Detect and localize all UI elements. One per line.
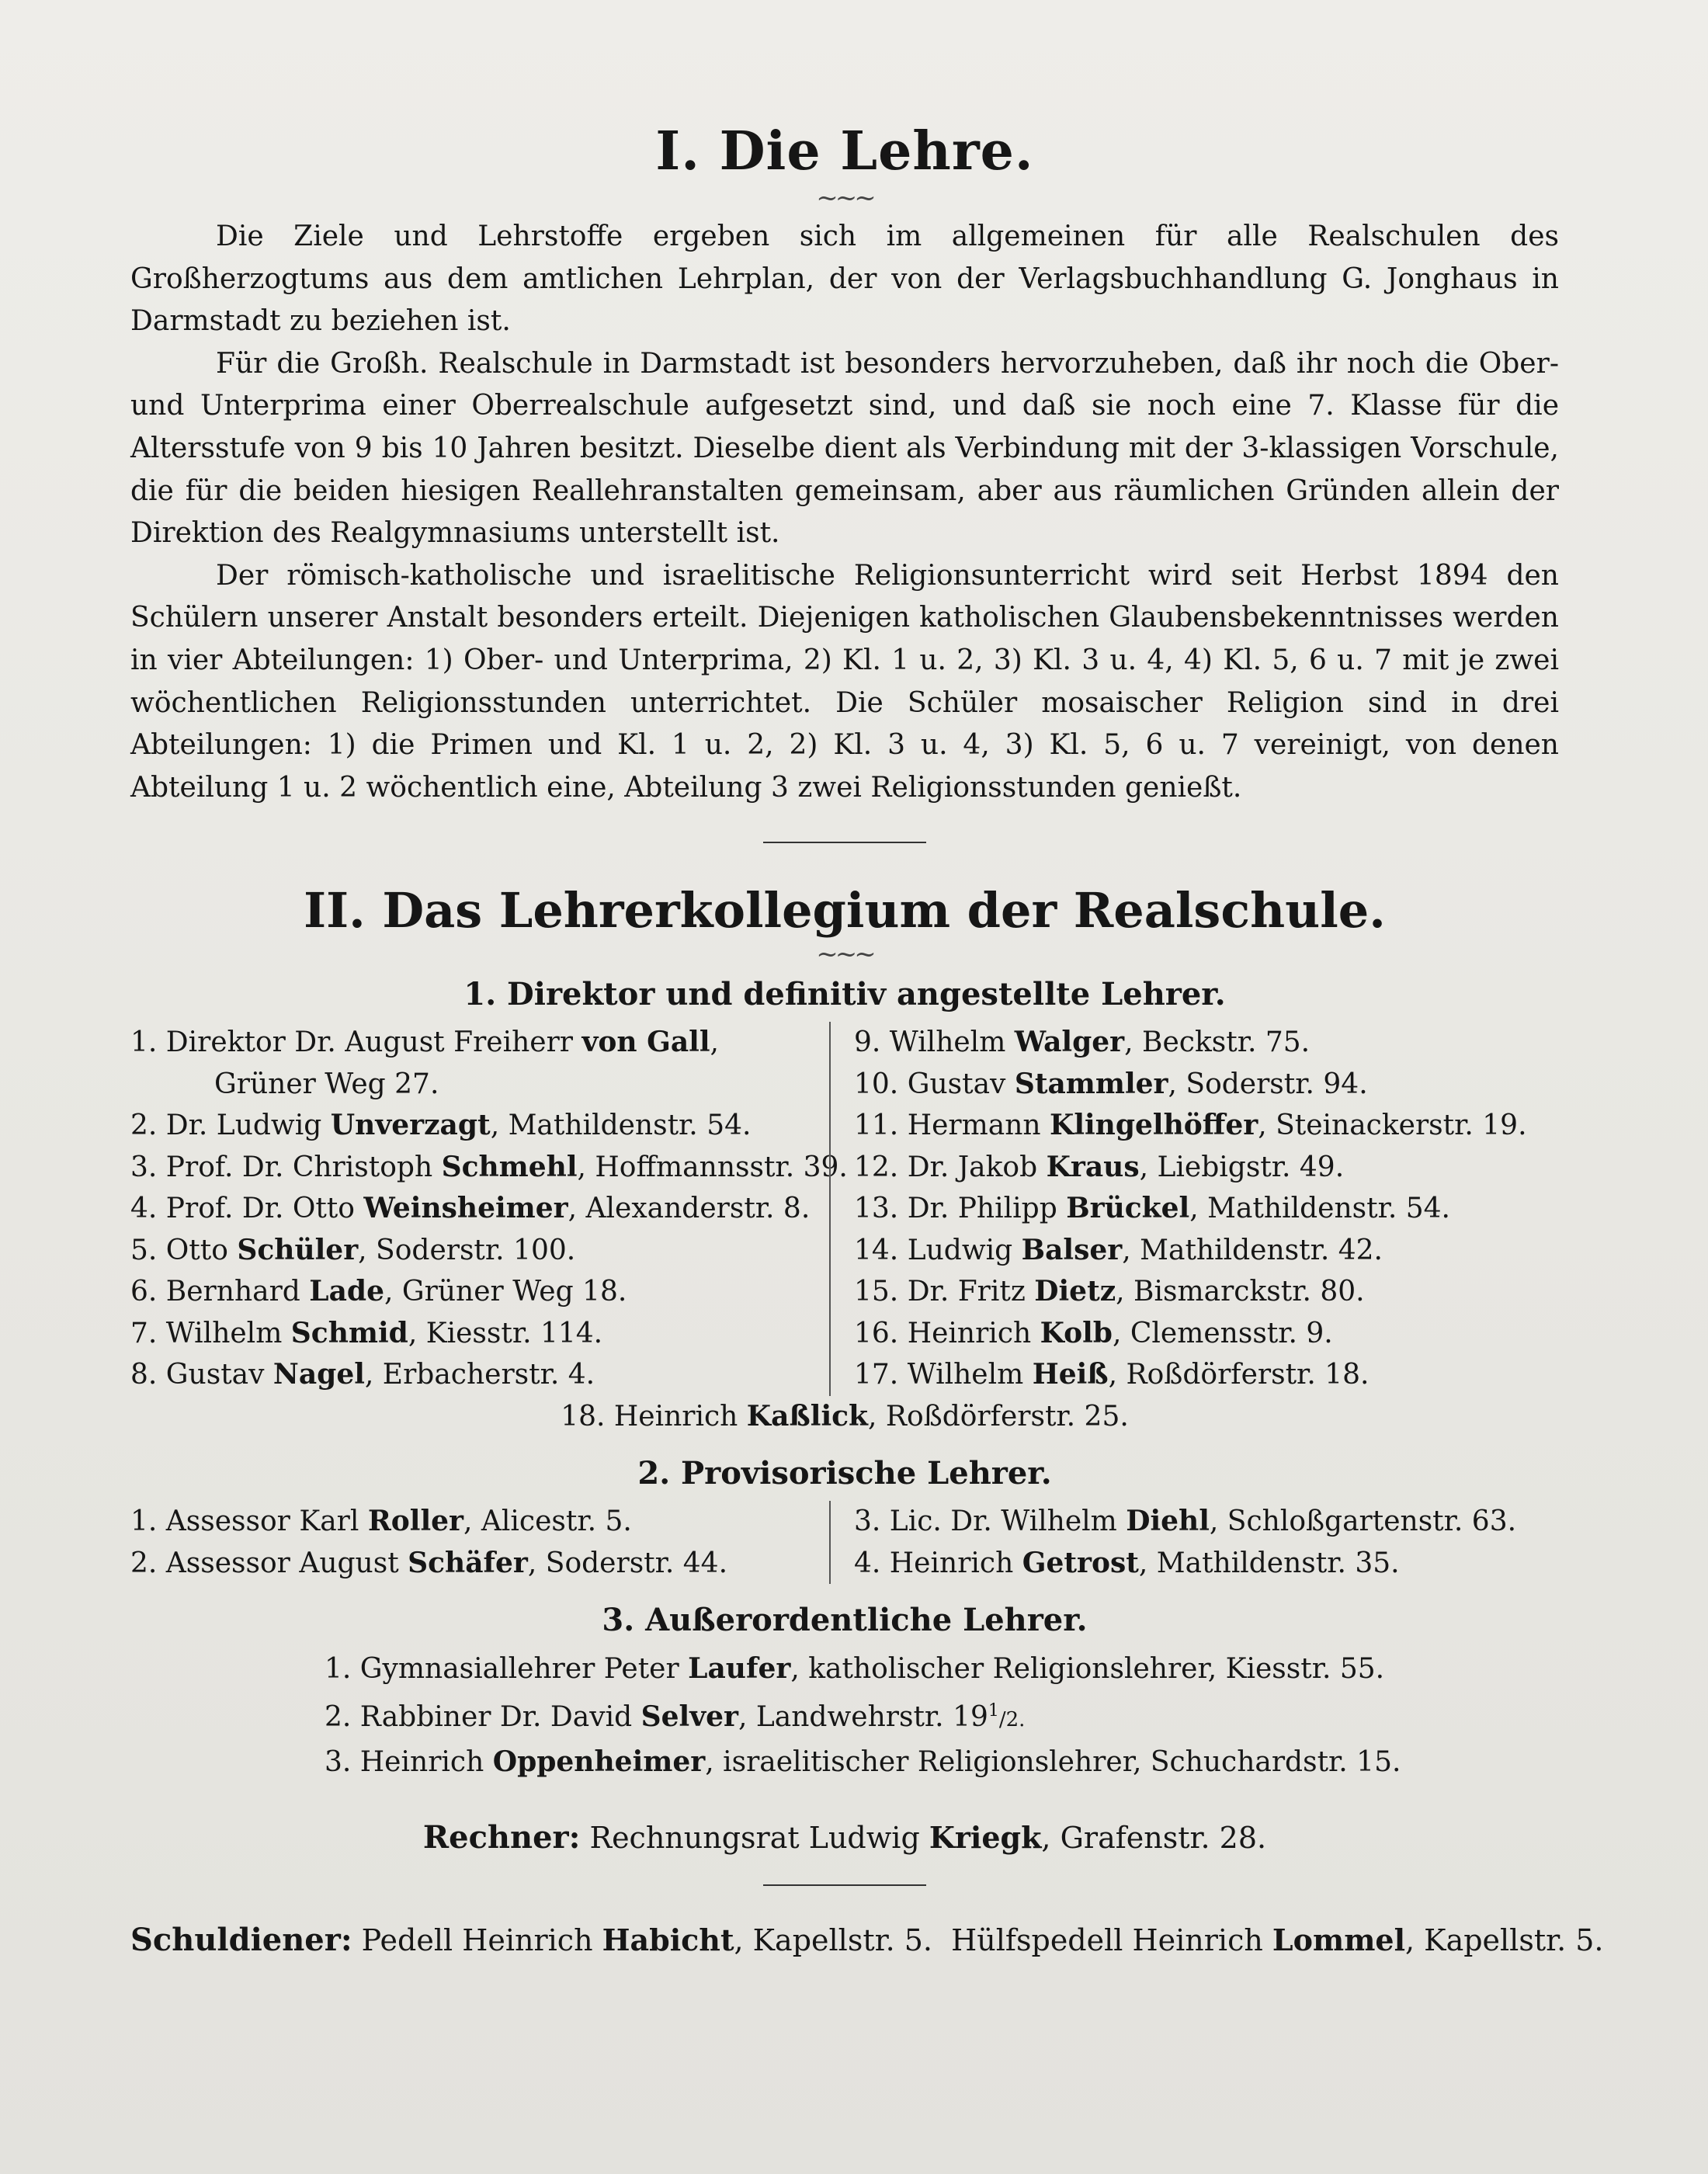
subheading-provisional: 2. Provisorische Lehrer. (637, 1455, 1052, 1492)
teacher-entry: 3. Heinrich Oppenheimer, israelitischer Religionslehrer, Schuchardstr. 15. (325, 1745, 1401, 1779)
subheading-extraordinary: 3. Außerordentliche Lehrer. (602, 1602, 1088, 1639)
teacher-entry: 8. Gustav Nagel, Erbacherstr. 4. (130, 1358, 595, 1391)
section1-title: I. Die Lehre. (655, 120, 1034, 182)
teacher-entry-continued: Grüner Weg 27. (214, 1068, 439, 1100)
teacher-entry: 14. Ludwig Balser, Mathildenstr. 42. (854, 1233, 1383, 1266)
teacher-entry: 6. Bernhard Lade, Grüner Weg 18. (130, 1275, 627, 1308)
teacher-entry: 1. Direktor Dr. August Freiherr von Gall, (130, 1026, 719, 1059)
paragraph: Die Ziele und Lehrstoffe ergeben sich im allgemeinen für alle Realschulen des Großherzogtums aus dem amtlichen Lehrplan, der von der Verlagsbuchhandlung G. Jonghaus in Darmstadt zu beziehen ist. (130, 221, 1559, 338)
teacher-entry: 2. Dr. Ludwig Unverzagt, Mathildenstr. 54. (130, 1109, 752, 1142)
paragraph: Der römisch-katholische und israelitische Religionsunterricht wird seit Herbst 1894 den Schülern unserer Anstalt besonders erteilt. Diejenigen katholischen Glaubensbekenntnisses werden in vier Abteilungen: 1) Ober- und Unterprima, 2) Kl. 1 u. 2, 3) Kl. 3 u. 4, 4) Kl. 5, 6 u. 7 mit je zwei wöchentlichen Religionsstunden unterrichtet. Die Schüler mosaischer Religion sind in drei Abteilungen: 1) die Primen und Kl. 1 u. 2, 2) Kl. 3 u. 4, 3) Kl. 5, 6 u. 7 vereinigt, von denen Abteilung 1 u. 2 wöchentlich eine, Abteilung 3 zwei Religionsstunden genießt. (130, 559, 1559, 804)
teacher-entry: 3. Prof. Dr. Christoph Schmehl, Hoffmannsstr. 39. (130, 1150, 848, 1183)
teacher-entry: 4. Heinrich Getrost, Mathildenstr. 35. (854, 1546, 1400, 1579)
title-ornament: ~~~ (816, 939, 873, 971)
teacher-entry: 12. Dr. Jakob Kraus, Liebigstr. 49. (854, 1150, 1345, 1183)
section2-title: II. Das Lehrerkollegium der Realschule. (304, 882, 1386, 939)
teacher-entry: 5. Otto Schüler, Soderstr. 100. (130, 1233, 576, 1266)
provisional-list-right (831, 1501, 1553, 1584)
teacher-entry: 16. Heinrich Kolb, Clemensstr. 9. (854, 1316, 1333, 1349)
teacher-entry: 2. Rabbiner Dr. David Selver, Landwehrstr. $19^1/2$. (325, 1700, 1026, 1734)
teacher-entry: 4. Prof. Dr. Otto Weinsheimer, Alexanderstr. 8. (130, 1192, 811, 1225)
provisional-list-left (130, 1501, 829, 1584)
teacher-list-right (831, 1022, 1553, 1396)
teacher-entry: 2. Assessor August Schäfer, Soderstr. 44. (130, 1546, 728, 1579)
teacher-entry: 15. Dr. Fritz Dietz, Bismarckstr. 80. (854, 1275, 1365, 1308)
teacher-entry: 3. Lic. Dr. Wilhelm Diehl, Schloßgartenstr. 63. (854, 1505, 1517, 1538)
teacher-entry: 11. Hermann Klingelhöffer, Steinackerstr. 19. (854, 1109, 1527, 1142)
teacher-entry: 9. Wilhelm Walger, Beckstr. 75. (854, 1026, 1311, 1059)
rechner-line: Rechner: Rechnungsrat Ludwig Kriegk, Grafenstr. 28. (422, 1819, 1267, 1856)
schuldiener-line: Schuldiener: Pedell Heinrich Habicht, Kapellstr. 5. Hülfspedell Heinrich Lommel, Kapellstr. 5. (130, 1922, 1604, 1959)
teacher-entry-last: 18. Heinrich Kaßlick, Roßdörferstr. 25. (561, 1399, 1129, 1433)
teacher-list-left (130, 1022, 848, 1396)
teacher-entry: 7. Wilhelm Schmid, Kiesstr. 114. (130, 1316, 603, 1349)
page-content (130, 116, 1604, 1964)
teacher-entry: 13. Dr. Philipp Brückel, Mathildenstr. 54. (854, 1192, 1450, 1225)
teacher-entry: 17. Wilhelm Heiß, Roßdörferstr. 18. (854, 1358, 1370, 1391)
teacher-entry: 1. Gymnasiallehrer Peter Laufer, katholischer Religionslehrer, Kiesstr. 55. (325, 1652, 1385, 1686)
title-ornament: ~~~ (816, 182, 873, 214)
teacher-columns (130, 1022, 1559, 1396)
provisional-columns (130, 1501, 1559, 1584)
footer-divider (763, 1884, 926, 1886)
teacher-entry: 10. Gustav Stammler, Soderstr. 94. (854, 1067, 1368, 1100)
subheading-definitive: 1. Direktor und definitiv angestellte Lehrer. (463, 976, 1226, 1013)
paragraph: Für die Großh. Realschule in Darmstadt ist besonders hervorzuheben, daß ihr noch die Ober- und Unterprima einer Oberrealschule aufgesetzt sind, und daß sie noch eine 7. Klasse für die Altersstufe von 9 bis 10 Jahren besitzt. Dieselbe dient als Verbindung mit der 3-klassigen Vorschule, die für die beiden hiesigen Reallehranstalten gemeinsam, aber aus räumlichen Gründen allein der Direktion des Realgymnasiums unterstellt ist. (130, 347, 1559, 550)
section-divider (763, 842, 926, 843)
extraordinary-list (130, 1648, 1567, 1783)
teacher-entry: 1. Assessor Karl Roller, Alicestr. 5. (130, 1505, 632, 1538)
